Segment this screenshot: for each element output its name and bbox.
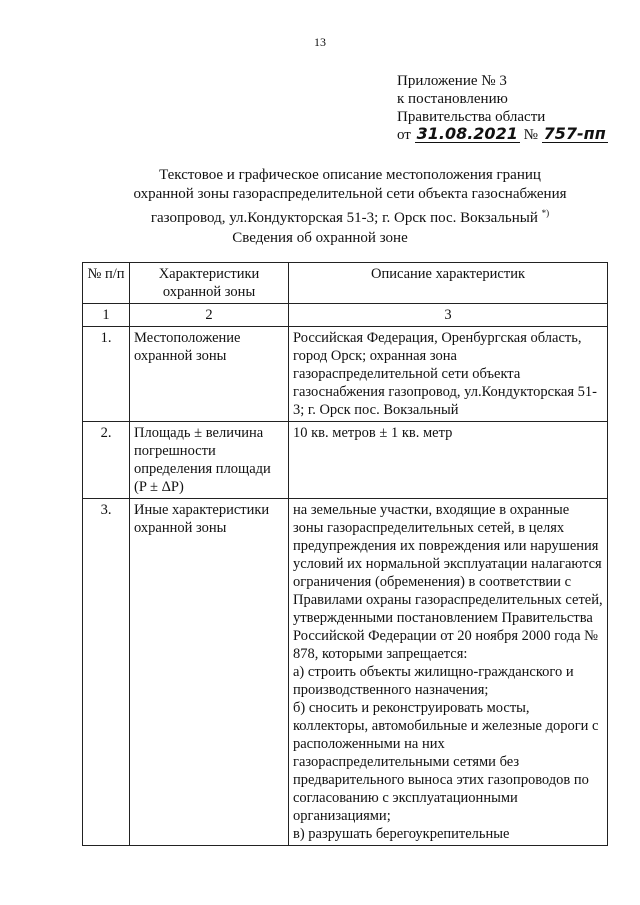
column-number: 1: [83, 304, 130, 327]
row-number: 2.: [83, 422, 130, 499]
title-line-3: [80, 204, 620, 228]
footnote-mark: *): [541, 208, 550, 218]
header-description: Описание характеристик: [289, 263, 608, 304]
date-prefix: от: [397, 127, 411, 143]
header-number: № п/п: [83, 263, 130, 304]
appendix-line-2: к постановлению: [397, 91, 508, 107]
row-characteristic: Иные характеристики охранной зоны: [130, 499, 289, 846]
description-item: в) разрушать берегоукрепительные: [293, 826, 510, 842]
row-description: Российская Федерация, Оренбургская область, город Орск; охранная зона газораспределительной сети объекта газоснабжения газопровод, ул.Кондукторская 51-3; г. Орск пос. Вокзальный: [289, 327, 608, 422]
table-row: [83, 499, 608, 846]
page-number: 13: [314, 35, 326, 49]
column-number: 3: [289, 304, 608, 327]
number-value: 757-пп: [543, 124, 606, 143]
table-header-row: [83, 263, 608, 304]
title-line-1: Текстовое и графическое описание местоположения границ: [159, 167, 541, 183]
row-description: [289, 499, 608, 846]
zone-info-table: [82, 262, 608, 846]
appendix-date-line: [397, 126, 608, 144]
row-number: 3.: [83, 499, 130, 846]
title-line-3-text: газопровод, ул.Кондукторская 51-3; г. Орск пос. Вокзальный: [150, 210, 538, 226]
section-title: Сведения об охранной зоне: [232, 230, 408, 246]
description-item: б) сносить и реконструировать мосты, коллекторы, автомобильные и железные дороги с расположенными на них газораспределительными сетями без предварительного выноса этих газопроводов по согласованию с эксплуатационными организациями;: [293, 700, 599, 824]
date-value: 31.08.2021: [416, 124, 518, 143]
row-characteristic: Площадь ± величина погрешности определения площади (P ± ΔP): [130, 422, 289, 499]
table-row: [83, 327, 608, 422]
number-prefix: №: [523, 127, 538, 143]
description-item: а) строить объекты жилищно-гражданского и производственного назначения;: [293, 664, 574, 698]
appendix-block: [397, 72, 608, 144]
appendix-line-3: Правительства области: [397, 109, 546, 125]
header-characteristic: Характеристики охранной зоны: [130, 263, 289, 304]
column-number: 2: [130, 304, 289, 327]
row-number: 1.: [83, 327, 130, 422]
document-title: [80, 166, 620, 228]
row-description: 10 кв. метров ± 1 кв. метр: [289, 422, 608, 499]
description-intro: на земельные участки, входящие в охранные зоны газораспределительных сетей, в целях предупреждения их повреждения или нарушения условий их нормальной эксплуатации налагаются ограничения (обременения) в соответствии с Правилами охраны газораспределительных сетей, утвержденными постановлением Правительства Российской Федерации от 20 ноября 2000 года № 878, которыми запрещается:: [293, 502, 603, 662]
column-number-row: [83, 304, 608, 327]
table-row: [83, 422, 608, 499]
title-line-2: охранной зоны газораспределительной сети объекта газоснабжения: [133, 186, 567, 202]
row-characteristic: Местоположение охранной зоны: [130, 327, 289, 422]
appendix-line-1: Приложение № 3: [397, 73, 507, 89]
